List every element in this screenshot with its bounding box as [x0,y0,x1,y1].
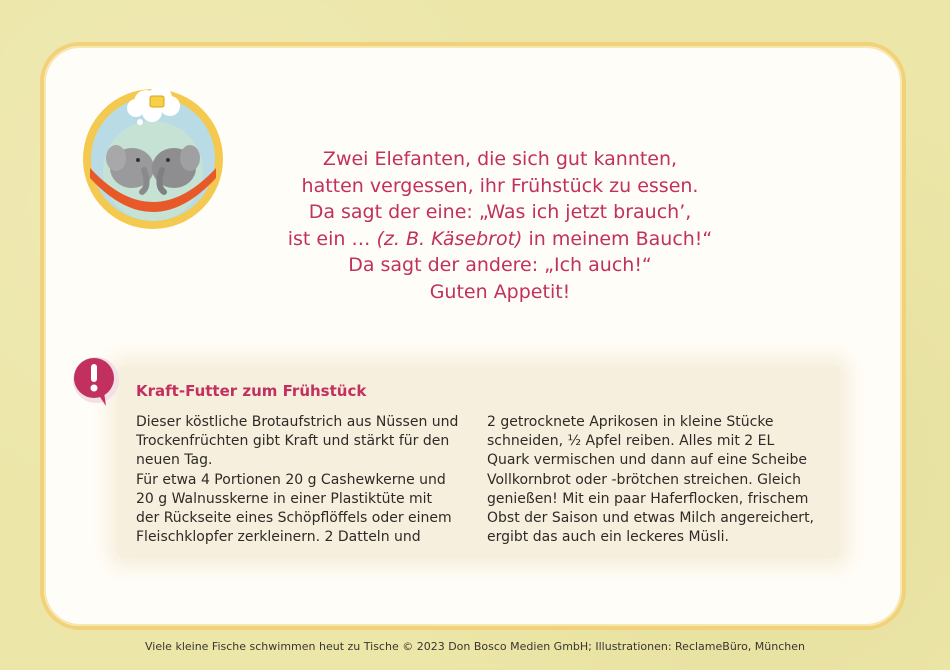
poem-line: Da sagt der eine: „Was ich jetzt brauch’, [308,201,692,223]
poem [250,146,750,305]
poem-line: Zwei Elefanten, die sich gut kannten, [322,148,678,170]
poem-text: in meinem Bauch!“ [522,227,713,250]
tip-text-right [487,413,827,547]
poem-example: (z. B. Käsebrot) [376,227,523,250]
tip-text-line: Obst der Saison und etwas Milch angereichert, [487,510,815,527]
tip-text-line: Dieser köstliche Brotaufstrich aus Nüssen und [136,414,459,430]
tip-title: Kraft-Futter zum Frühstück [136,382,367,400]
footer-credits: Viele kleine Fische schwimmen heut zu Tische © 2023 Don Bosco Medien GmbH; Illustrationen: ReclameBüro, München [145,640,805,653]
tip-text-line: ergibt das auch ein leckeres Müsli. [487,529,729,546]
elephants-hammock-illustration [80,86,226,232]
tip-text-line: Vollkornbrot oder -brötchen streichen. Gleich [487,471,801,488]
tip-text-line: Für etwa 4 Portionen 20 g Cashewkerne und [136,471,446,488]
poem-line: Da sagt der andere: „Ich auch!“ [348,254,652,276]
tip-text-line: Fleischklopfer zerkleinern. 2 Datteln und [136,529,421,546]
tip-text-left [136,413,476,547]
tip-text-line: Trockenfrüchten gibt Kraft und stärkt für den [136,433,450,450]
poem-line: hatten vergessen, ihr Frühstück zu essen. [301,174,699,197]
tip-text-line: schneiden, ½ Apfel reiben. Alles mit 2 EL [487,433,775,450]
poem-text: ist ein … [287,227,377,250]
poem-line: Guten Appetit! [429,280,571,303]
tip-text-line: Quark vermischen und dann auf eine Scheibe [487,452,807,469]
tip-text-line: genießen! Mit ein paar Haferflocken, frischem [487,490,809,507]
tip-text-line: der Rückseite eines Schöpflöffels oder einem [136,510,452,527]
exclamation-speech-bubble-icon [72,354,124,410]
tip-text-line: 2 getrocknete Aprikosen in kleine Stücke [487,414,774,430]
poem-line [250,226,750,253]
tip-text-line: neuen Tag. [136,452,213,469]
tip-text-line: 20 g Walnusskerne in einer Plastiktüte mit [136,490,433,507]
